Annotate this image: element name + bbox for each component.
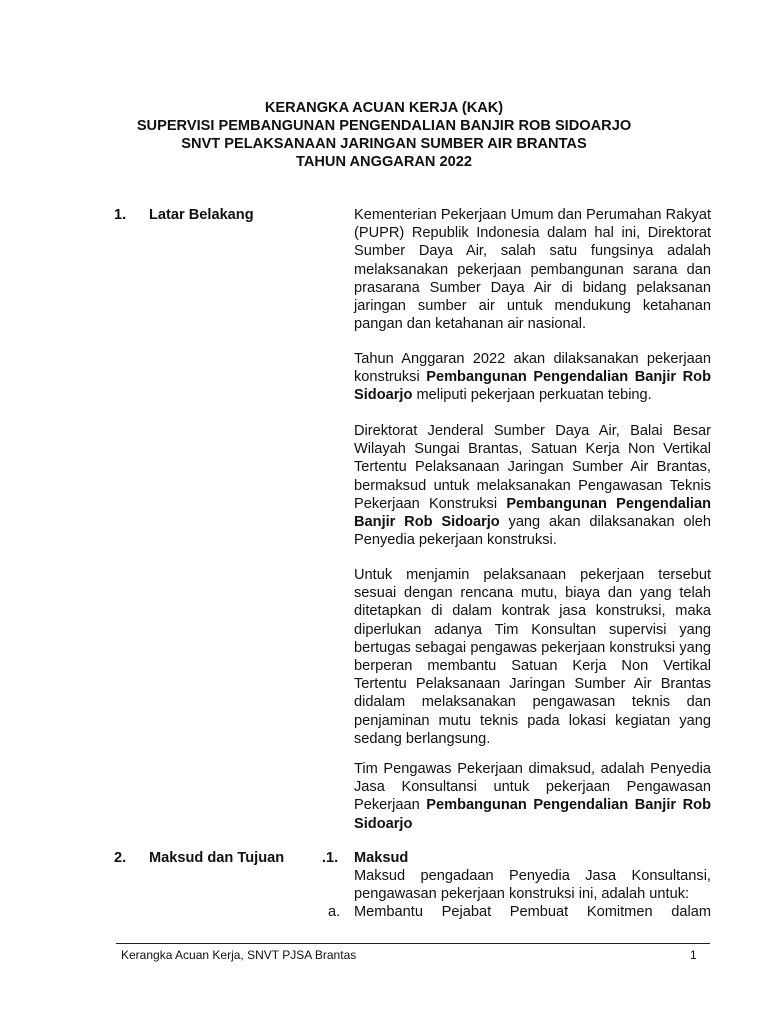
paragraph: Direktorat Jenderal Sumber Daya Air, Balai Besar Wilayah Sungai Brantas, Satuan Kerja Non Vertikal Tertentu Pelaksanaan Jaringan Sumber Air Brantas, bermaksud untuk melaksanakan Pengawasan Teknis Pekerjaan Konstruksi Pembangunan Pengendalian Banjir Rob Sidoarjo yang akan dilaksanakan oleh Penyedia pekerjaan konstruksi. [354, 423, 711, 549]
section-title: Maksud dan Tujuan [149, 850, 285, 866]
footer-divider [116, 943, 710, 944]
paragraph: Kementerian Pekerjaan Umum dan Perumahan Rakyat (PUPR) Republik Indonesia dalam hal ini, Direktorat Sumber Daya Air, salah satu fungsinya adalah melaksanakan pekerjaan pembangunan sarana dan prasarana Sumber Daya Air di bidang pelaksanan jaringan sumber air untuk mendukung ketahanan pangan dan ketahanan air nasional. [354, 207, 711, 333]
subsection-title: Maksud [354, 850, 409, 866]
section-number: 1. [114, 207, 127, 223]
subsection-number: .1. [322, 850, 339, 866]
paragraph: Untuk menjamin pelaksanaan pekerjaan tersebut sesuai dengan rencana mutu, biaya dan yang telah ditetapkan di dalam kontrak jasa konstruksi, maka diperlukan adanya Tim Konsultan supervisi yang bertugas sebagai pengawas pekerjaan konstruksi yang berperan membantu Satuan Kerja Non Vertikal Tertentu Pelaksanaan Jaringan Sumber Air Brantas didalam melaksanakan pengawasan teknis dan penjaminan mutu teknis pada lokasi kegiatan yang sedang berlangsung. [354, 567, 711, 747]
list-marker: a. [328, 904, 341, 920]
section-title: Latar Belakang [149, 207, 254, 223]
page-number: 1 [690, 948, 697, 962]
paragraph: Maksud pengadaan Penyedia Jasa Konsultansi, pengawasan pekerjaan konstruksi ini, adalah untuk: [354, 868, 711, 903]
footer-text: Kerangka Acuan Kerja, SNVT PJSA Brantas [121, 948, 357, 962]
doc-subtitle: SUPERVISI PEMBANGUNAN PENGENDALIAN BANJIR ROB SIDOARJO [136, 118, 632, 134]
paragraph: Tahun Anggaran 2022 akan dilaksanakan pekerjaan konstruksi Pembangunan Pengendalian Banjir Rob Sidoarjo meliputi pekerjaan perkuatan tebing. [354, 351, 711, 404]
project-name: Pembangunan Pengendalian Banjir Rob Sidoarjo [354, 369, 711, 404]
doc-unit: SNVT PELAKSANAAN JARINGAN SUMBER AIR BRANTAS [181, 136, 587, 152]
section-number: 2. [114, 850, 127, 866]
list-item: Membantu Pejabat Pembuat Komitmen dalam [354, 904, 711, 920]
paragraph: Tim Pengawas Pekerjaan dimaksud, adalah Penyedia Jasa Konsultansi untuk pekerjaan Pengawasan Pekerjaan Pembangunan Pengendalian Banjir Rob Sidoarjo [354, 761, 711, 832]
doc-year: TAHUN ANGGARAN 2022 [296, 154, 472, 170]
doc-title: KERANGKA ACUAN KERJA (KAK) [264, 100, 504, 116]
project-name: Pembangunan Pengendalian Banjir Rob Sidoarjo [354, 495, 711, 531]
project-name: Pembangunan Pengendalian Banjir Rob Sidoarjo [354, 797, 711, 832]
